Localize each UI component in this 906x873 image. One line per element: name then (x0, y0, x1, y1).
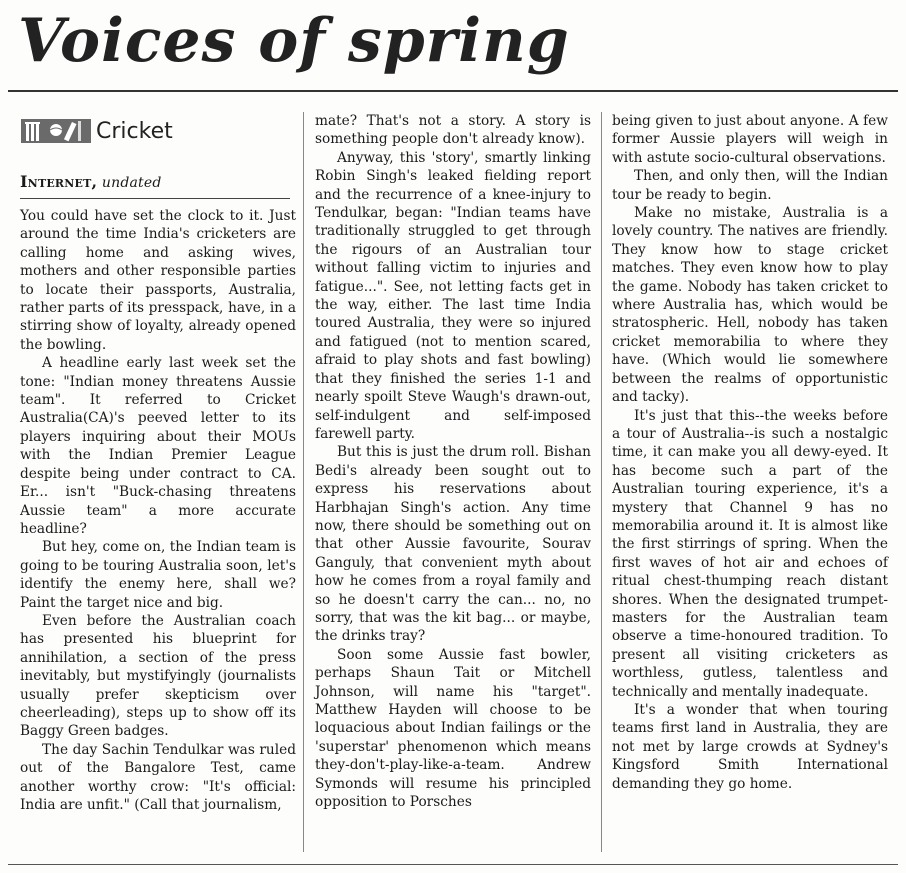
paragraph: You could have set the clock to it. Just around the time India's cricketers are calling home and asking wives, mothers and other responsible parties to locate their passports, Australia, rather parts of its presspack, have, in a stirring show of loyalty, already opened the bowling. (20, 208, 296, 353)
paragraph: The day Sachin Tendulkar was ruled out of the Bangalore Test, came another worthy crow: "It's official: India are unfit." (Call that journalism, (20, 741, 296, 813)
paragraph: It's just that this--the weeks before a tour of Australia--is such a nostalgic time, it can make you all dewy-eyed. It has become such a part of the Australian touring experience, it's a mystery that Channel 9 has no memorabilia around it. It is almost like the first stirrings of spring. When the first waves of hot air and echoes of ritual chest-thumping reach distant shores. When the designated trumpet-masters for the Australian team observe a time-honoured tradition. To present all visiting cricketers as worthless, gutless, talentless and technically and mentally inadequate. (612, 407, 888, 700)
article-column-3 (612, 112, 888, 793)
paragraph: Even before the Australian coach has presented his blueprint for annihilation, a section of the press inevitably, but mystifyingly (journalists usually prefer skepticism over cheerleading), steps up to show off its Baggy Green badges. (20, 612, 296, 740)
paragraph: Then, and only then, will the Indian tour be ready to begin. (612, 168, 888, 203)
top-rule (8, 90, 898, 92)
dateline (20, 172, 162, 191)
section-header (20, 116, 173, 146)
dateline-date: undated (101, 175, 162, 191)
paragraph: mate? That's not a story. A story is something people don't already know). (315, 113, 591, 148)
paragraph: Soon some Aussie fast bowler, perhaps Shaun Tait or Mitchell Johnson, will name his "target". Matthew Hayden will choose to be loquacious about Indian failings or the 'superstar' phenomenon which means they-don't-play-like-a-team. Andrew Symonds will resume his principled opposition to Porsches (315, 646, 591, 811)
column-divider (303, 112, 304, 852)
cricket-icon (20, 117, 92, 145)
headline: Voices of spring (18, 6, 570, 76)
article-column-2 (315, 112, 591, 811)
bottom-rule (8, 864, 898, 865)
paragraph: Make no mistake, Australia is a lovely country. The natives are friendly. They know how to stage cricket matches. They even know how to play the game. Nobody has taken cricket to where Australia has, which would be stratospheric. Hell, nobody has taken cricket memorabilia to where they have. (Which would lie somewhere between the realms of opportunistic and tacky). (612, 205, 888, 406)
paragraph: Anyway, this 'story', smartly linking Robin Singh's leaked fielding report and the recurrence of a knee-injury to Tendulkar, began: "Indian teams have traditionally struggled to get through the rigours of an Australian tour without falling victim to injuries and fatigue...". See, not letting facts get in the way, either. The last time India toured Australia, they were so injured and fatigued (not to mention scared, afraid to play shots and fast bowling) that they finished the series 1-1 and nearly spoilt Steve Waugh's drawn-out, self-indulgent and self-imposed farewell party. (315, 149, 591, 442)
paragraph: A headline early last week set the tone: "Indian money threatens Aussie team". It referred to Cricket Australia(CA)'s peeved letter to its players inquiring about their MOUs with the Indian Premier League despite being under contract to CA. Er... isn't "Buck-chasing threatens Aussie team" a more accurate headline? (20, 355, 296, 537)
paragraph: It's a wonder that when touring teams first land in Australia, they are not met by large crowds at Sydney's Kingsford Smith International demanding they go home. (612, 702, 888, 792)
dateline-rule (20, 198, 290, 199)
article-column-1 (20, 207, 296, 814)
paragraph: But hey, come on, the Indian team is going to be touring Australia soon, let's identify the enemy here, shall we? Paint the target nice and big. (20, 539, 296, 611)
section-label: Cricket (96, 118, 173, 144)
column-divider (601, 112, 602, 852)
paragraph: being given to just about anyone. A few former Aussie players will weigh in with astute socio-cultural observations. (612, 113, 888, 166)
paragraph: But this is just the drum roll. Bishan Bedi's already been sought out to express his reservations about Harbhajan Singh's action. Any time now, there should be something out on that other Aussie favourite, Sourav Ganguly, that convenient myth about how he comes from a royal family and so he doesn't carry the can... no, no sorry, that was the kit bag... or maybe, the drinks tray? (315, 444, 591, 645)
dateline-place: Internet, (20, 172, 98, 191)
